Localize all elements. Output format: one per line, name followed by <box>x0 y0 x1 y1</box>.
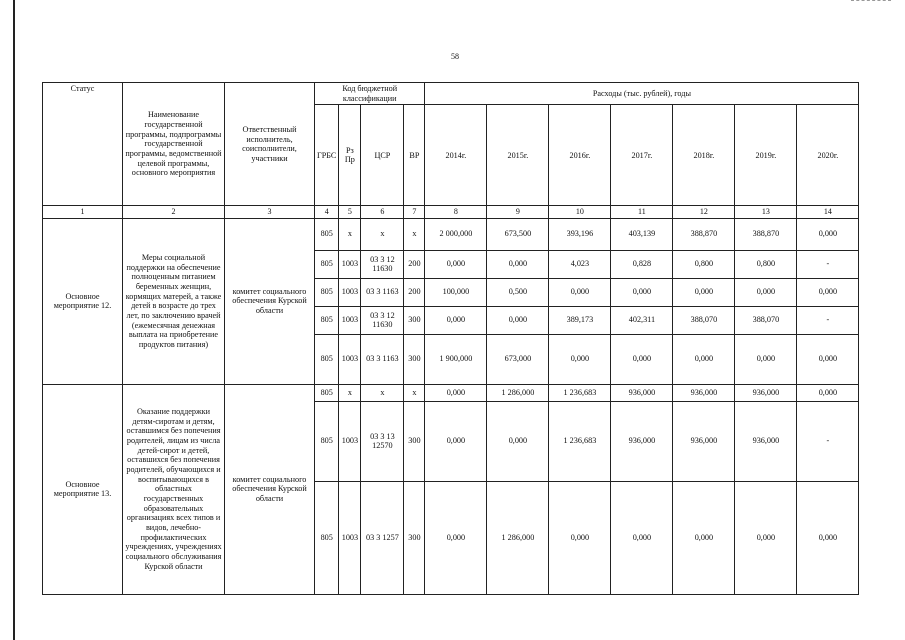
cell-csr: х <box>361 384 404 401</box>
scan-left-edge <box>13 0 15 640</box>
header-expenses: Расходы (тыс. рублей), годы <box>425 83 859 105</box>
cell-value: 936,000 <box>611 401 673 481</box>
cell-value: 4,023 <box>549 250 611 278</box>
column-number: 9 <box>487 206 549 218</box>
column-number: 5 <box>339 206 361 218</box>
cell-grbs: 805 <box>315 250 339 278</box>
header-status: Статус <box>43 83 123 206</box>
header-executor: Ответственный исполнитель, соисполнители, участники <box>225 83 315 206</box>
column-number: 2 <box>123 206 225 218</box>
cell-value: - <box>797 250 859 278</box>
cell-value: 0,000 <box>797 384 859 401</box>
cell-value: 0,000 <box>673 481 735 594</box>
cell-vr: 200 <box>404 250 425 278</box>
column-number: 14 <box>797 206 859 218</box>
cell-grbs: 805 <box>315 481 339 594</box>
column-number: 3 <box>225 206 315 218</box>
header-year: 2020г. <box>797 105 859 206</box>
header-year: 2016г. <box>549 105 611 206</box>
table-row <box>43 218 859 250</box>
cell-vr: 300 <box>404 306 425 334</box>
column-number: 10 <box>549 206 611 218</box>
cell-vr: х <box>404 384 425 401</box>
cell-value: 0,000 <box>549 481 611 594</box>
page-number: 58 <box>451 52 459 61</box>
activity-executor: комитет социального обеспечения Курской области <box>225 218 315 384</box>
activity-name: Меры социальной поддержки на обеспечение полноценным питанием беременных женщин, кормящих матерей, а также детей в возрасте до трех лет, по заключению врачей (ежемесячная денежная выплата на приобретение продуктов питания) <box>123 218 225 384</box>
cell-csr: х <box>361 218 404 250</box>
cell-value: 389,173 <box>549 306 611 334</box>
cell-value: 936,000 <box>735 401 797 481</box>
header-grbs: ГРБС <box>315 105 339 206</box>
budget-table <box>42 82 859 595</box>
cell-value: 0,000 <box>425 401 487 481</box>
cell-value: 2 000,000 <box>425 218 487 250</box>
cell-value: - <box>797 401 859 481</box>
cell-value: 0,000 <box>735 278 797 306</box>
cell-value: 388,870 <box>735 218 797 250</box>
cell-value: 0,500 <box>487 278 549 306</box>
cell-value: 0,800 <box>673 250 735 278</box>
cell-value: 388,070 <box>735 306 797 334</box>
cell-rzpr: 1003 <box>339 481 361 594</box>
cell-value: 0,000 <box>487 306 549 334</box>
cell-value: 0,828 <box>611 250 673 278</box>
cell-value: 0,000 <box>549 278 611 306</box>
cell-value: 673,000 <box>487 334 549 384</box>
column-number: 8 <box>425 206 487 218</box>
cell-value: 936,000 <box>735 384 797 401</box>
scan-top-mark <box>851 0 891 2</box>
header-vr: ВР <box>404 105 425 206</box>
cell-csr: 03 3 1163 <box>361 334 404 384</box>
cell-value: 393,196 <box>549 218 611 250</box>
cell-value: 0,000 <box>487 250 549 278</box>
cell-value: 1 900,000 <box>425 334 487 384</box>
cell-value: 1 236,683 <box>549 384 611 401</box>
column-number: 4 <box>315 206 339 218</box>
cell-rzpr: 1003 <box>339 306 361 334</box>
cell-value: 936,000 <box>673 401 735 481</box>
header-year: 2014г. <box>425 105 487 206</box>
cell-value: 0,000 <box>611 481 673 594</box>
header-budget-code: Код бюджетной классификации <box>315 83 425 105</box>
table-row <box>43 384 859 401</box>
cell-csr: 03 3 13 12570 <box>361 401 404 481</box>
cell-value: 388,070 <box>673 306 735 334</box>
activity-status: Основное мероприятие 13. <box>43 384 123 594</box>
cell-value: - <box>797 306 859 334</box>
cell-value: 0,000 <box>735 481 797 594</box>
cell-grbs: 805 <box>315 218 339 250</box>
cell-value: 1 286,000 <box>487 384 549 401</box>
activity-executor: комитет социального обеспечения Курской области <box>225 384 315 594</box>
cell-value: 0,000 <box>797 334 859 384</box>
cell-vr: 300 <box>404 481 425 594</box>
cell-value: 388,870 <box>673 218 735 250</box>
header-year: 2015г. <box>487 105 549 206</box>
cell-rzpr: х <box>339 384 361 401</box>
cell-vr: х <box>404 218 425 250</box>
cell-value: 403,139 <box>611 218 673 250</box>
cell-csr: 03 3 1163 <box>361 278 404 306</box>
cell-grbs: 805 <box>315 306 339 334</box>
cell-value: 0,000 <box>487 401 549 481</box>
header-year: 2017г. <box>611 105 673 206</box>
cell-grbs: 805 <box>315 278 339 306</box>
cell-vr: 300 <box>404 401 425 481</box>
cell-grbs: 805 <box>315 334 339 384</box>
cell-value: 0,000 <box>673 278 735 306</box>
cell-rzpr: 1003 <box>339 250 361 278</box>
header-year: 2018г. <box>673 105 735 206</box>
header-csr: ЦСР <box>361 105 404 206</box>
column-number: 12 <box>673 206 735 218</box>
cell-value: 1 286,000 <box>487 481 549 594</box>
column-number: 7 <box>404 206 425 218</box>
activity-status: Основное мероприятие 12. <box>43 218 123 384</box>
cell-value: 0,000 <box>549 334 611 384</box>
cell-rzpr: х <box>339 218 361 250</box>
column-number: 6 <box>361 206 404 218</box>
cell-value: 0,000 <box>797 218 859 250</box>
cell-vr: 200 <box>404 278 425 306</box>
cell-grbs: 805 <box>315 384 339 401</box>
cell-csr: 03 3 12 11630 <box>361 250 404 278</box>
cell-rzpr: 1003 <box>339 334 361 384</box>
cell-csr: 03 3 12 11630 <box>361 306 404 334</box>
cell-value: 0,800 <box>735 250 797 278</box>
column-number: 13 <box>735 206 797 218</box>
cell-csr: 03 3 1257 <box>361 481 404 594</box>
cell-vr: 300 <box>404 334 425 384</box>
header-rzpr: Рз Пр <box>339 105 361 206</box>
cell-value: 1 236,683 <box>549 401 611 481</box>
cell-value: 0,000 <box>797 278 859 306</box>
cell-value: 936,000 <box>673 384 735 401</box>
cell-rzpr: 1003 <box>339 278 361 306</box>
cell-grbs: 805 <box>315 401 339 481</box>
header-name: Наименование государственной программы, подпрограммы государственной программы, ведомственной целевой программы, основного мероприятия <box>123 83 225 206</box>
cell-value: 0,000 <box>425 481 487 594</box>
column-number: 1 <box>43 206 123 218</box>
cell-value: 0,000 <box>735 334 797 384</box>
cell-value: 0,000 <box>797 481 859 594</box>
cell-value: 0,000 <box>611 278 673 306</box>
cell-value: 100,000 <box>425 278 487 306</box>
cell-value: 673,500 <box>487 218 549 250</box>
cell-rzpr: 1003 <box>339 401 361 481</box>
cell-value: 0,000 <box>425 250 487 278</box>
column-number: 11 <box>611 206 673 218</box>
cell-value: 0,000 <box>425 384 487 401</box>
header-year: 2019г. <box>735 105 797 206</box>
cell-value: 0,000 <box>611 334 673 384</box>
cell-value: 0,000 <box>673 334 735 384</box>
cell-value: 402,311 <box>611 306 673 334</box>
cell-value: 936,000 <box>611 384 673 401</box>
cell-value: 0,000 <box>425 306 487 334</box>
activity-name: Оказание поддержки детям-сиротам и детям, оставшимся без попечения родителей, лицам из числа детей-сирот и детей, оставшихся без попечения родителей, обучающихся и воспитывающихся в областных государственных образовательных организациях всех типов и видов, лечебно-профилактических учреждениях, учреждениях социального обслуживания Курской области <box>123 384 225 594</box>
